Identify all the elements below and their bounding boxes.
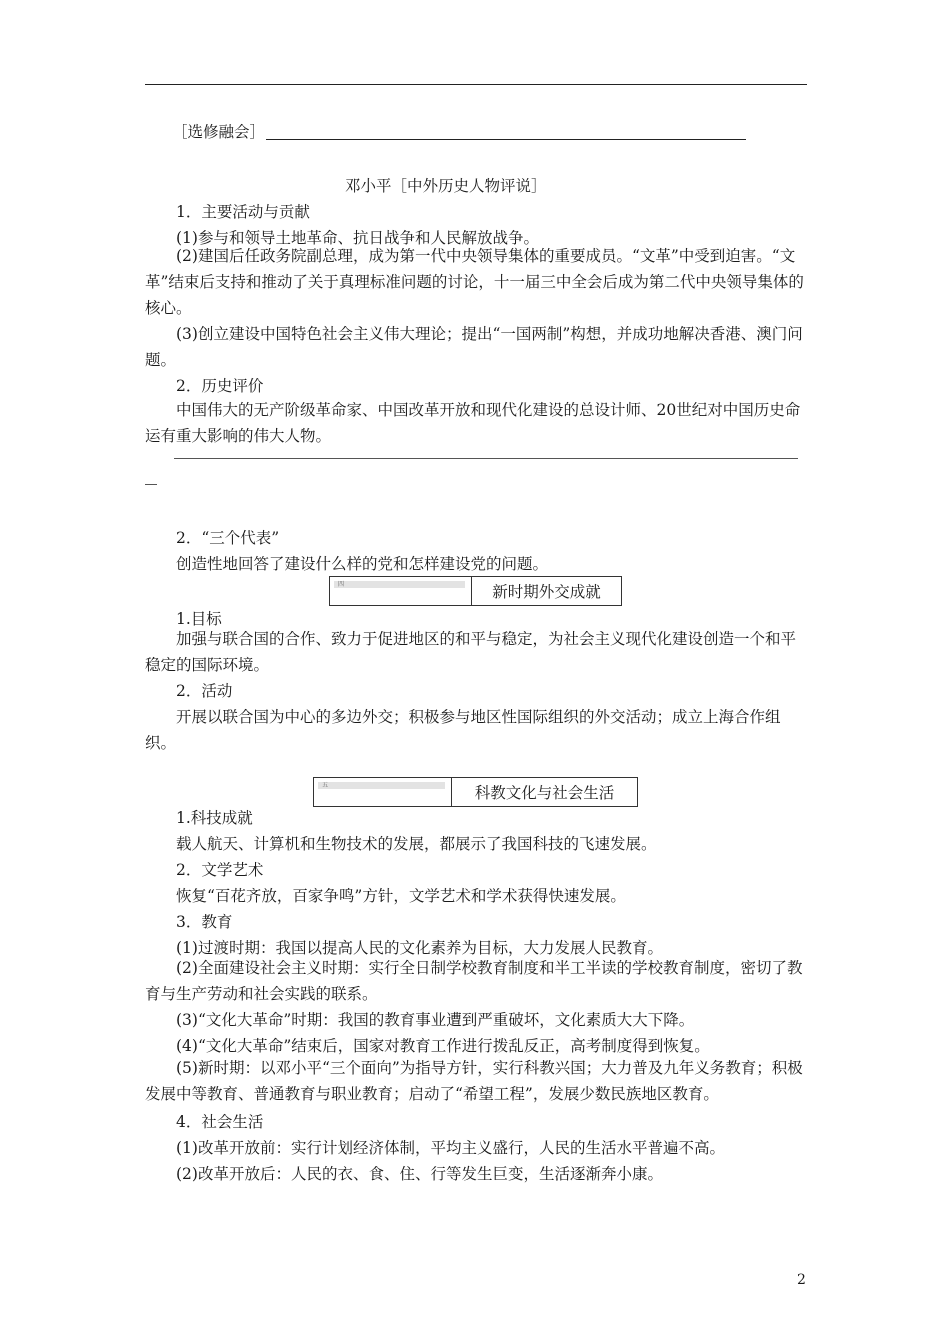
paragraph: (3)“文化大革命”时期：我国的教育事业遭到严重破坏，文化素质大大下降。 xyxy=(176,1011,695,1029)
paragraph: (1)改革开放前：实行计划经济体制，平均主义盛行，人民的生活水平普遍不高。 xyxy=(176,1139,725,1157)
paragraph: (4)“文化大革命”结束后，国家对教育工作进行拨乱反正，高考制度得到恢复。 xyxy=(176,1037,710,1055)
section-box-diplomacy xyxy=(329,576,622,606)
paragraph: 载人航天、计算机和生物技术的发展，都展示了我国科技的飞速发展。 xyxy=(176,835,657,853)
paragraph: 开展以联合国为中心的多边外交；积极参与地区性国际组织的外交活动；成立上海合作组织。 xyxy=(145,708,781,752)
section-tag-rule xyxy=(266,139,746,140)
paragraph: (1)过渡时期：我国以提高人民的文化素养为目标，大力发展人民教育。 xyxy=(176,939,663,957)
page-number: 2 xyxy=(797,1272,806,1288)
heading-social-life: 4．社会生活 xyxy=(176,1113,264,1131)
paragraph: (2)改革开放后：人民的衣、食、住、行等发生巨变，生活逐渐奔小康。 xyxy=(176,1165,663,1183)
separator-line xyxy=(174,458,798,459)
heading-education: 3．教育 xyxy=(176,913,233,931)
section-box-marker: 五 xyxy=(314,778,452,806)
paragraph: 加强与联合国的合作、致力于促进地区的和平与稳定，为社会主义现代化建设创造一个和平稳定的国际环境。 xyxy=(145,630,797,674)
paragraph: (1)参与和领导土地革命、抗日战争和人民解放战争。 xyxy=(176,229,539,247)
paragraph: 恢复“百花齐放，百家争鸣”方针，文学艺术和学术获得快速发展。 xyxy=(176,887,626,905)
section-box-label: 科教文化与社会生活 xyxy=(474,784,615,802)
paragraph: (2)全面建设社会主义时期：实行全日制学校教育制度和半工半读的学校教育制度，密切了教育与生产劳动和社会实践的联系。 xyxy=(145,959,803,1003)
section-box-culture xyxy=(313,777,638,807)
paragraph: 创造性地回答了建设什么样的党和怎样建设党的问题。 xyxy=(176,555,549,573)
header-rule xyxy=(145,84,807,85)
section-box-marker: 四 xyxy=(330,577,472,605)
section-box-label: 新时期外交成就 xyxy=(492,583,601,601)
paragraph: 中国伟大的无产阶级革命家、中国改革开放和现代化建设的总设计师、20世纪对中国历史命运有重大影响的伟大人物。 xyxy=(145,401,801,445)
heading-arts: 2．文学艺术 xyxy=(176,861,264,879)
section-tag: ［选修融会］ xyxy=(172,123,266,141)
heading-three-represents: 2．“三个代表” xyxy=(176,529,280,547)
heading-activity: 2．活动 xyxy=(176,682,233,700)
separator-line-end xyxy=(145,484,157,485)
heading-goal: 1.目标 xyxy=(176,610,222,628)
paragraph: (3)创立建设中国特色社会主义伟大理论；提出“一国两制”构想，并成功地解决香港、澳门问题。 xyxy=(145,325,803,369)
section-title: 邓小平［中外历史人物评说］ xyxy=(345,177,547,195)
heading-evaluation: 2．历史评价 xyxy=(176,377,264,395)
paragraph: (2)建国后任政务院副总理，成为第一代中央领导集体的重要成员。“文革”中受到迫害。“文革”结束后支持和推动了关于真理标准问题的讨论，十一届三中全会后成为第二代中央领导集体的核心。 xyxy=(145,247,804,317)
paragraph: (5)新时期：以邓小平“三个面向”为指导方针，实行科教兴国；大力普及九年义务教育；积极发展中等教育、普通教育与职业教育；启动了“希望工程”，发展少数民族地区教育。 xyxy=(145,1059,803,1103)
heading-activities: 1．主要活动与贡献 xyxy=(176,203,310,221)
heading-tech: 1.科技成就 xyxy=(176,809,253,827)
